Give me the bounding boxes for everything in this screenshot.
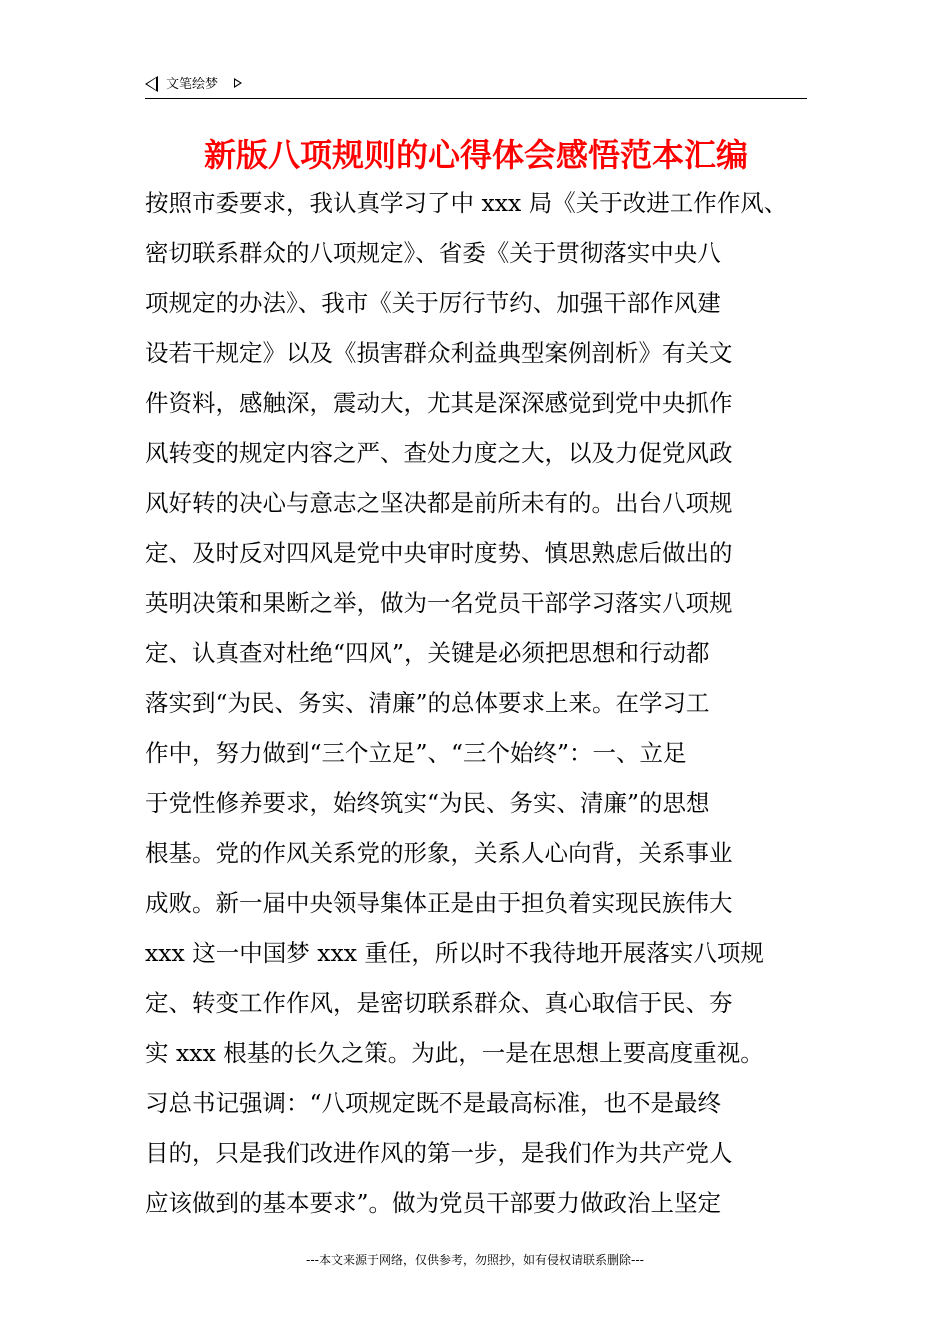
body-line: 实 xxx 根基的长久之策。为此，一是在思想上要高度重视。 (145, 1039, 764, 1067)
body-line: 件资料，感触深，震动大，尤其是深深感觉到党中央抓作 (145, 389, 733, 417)
header-divider (145, 98, 807, 99)
body-line: 定、认真查对杜绝“四风”，关键是必须把思想和行动都 (145, 639, 710, 667)
body-line: 风转变的规定内容之严、查处力度之大，以及力促党风政 (145, 439, 733, 467)
body-line: 定、及时反对四风是党中央审时度势、慎思熟虑后做出的 (145, 539, 733, 567)
right-triangle-icon (234, 78, 242, 88)
body-line: 密切联系群众的八项规定》、省委《关于贯彻落实中央八 (145, 239, 721, 267)
body-line: 目的，只是我们改进作风的第一步，是我们作为共产党人 (145, 1139, 733, 1167)
body-line: xxx 这一中国梦 xxx 重任，所以时不我待地开展落实八项规 (145, 939, 764, 967)
document-body (145, 178, 815, 1228)
body-line: 于党性修养要求，始终筑实“为民、务实、清廉”的思想 (145, 789, 710, 817)
body-line: 习总书记强调：“八项规定既不是最高标准，也不是最终 (145, 1089, 722, 1117)
body-line: 根基。党的作风关系党的形象，关系人心向背，关系事业 (145, 839, 733, 867)
left-triangle-icon (145, 76, 158, 92)
footer-disclaimer: ---本文来源于网络，仅供参考，勿照抄，如有侵权请联系删除--- (306, 1253, 644, 1267)
body-line: 定、转变工作作风，是密切联系群众、真心取信于民、夯 (145, 989, 733, 1017)
body-line: 设若干规定》以及《损害群众利益典型案例剖析》有关文 (145, 339, 733, 367)
body-line: 落实到“为民、务实、清廉”的总体要求上来。在学习工 (145, 689, 710, 717)
body-line: 按照市委要求，我认真学习了中 xxx 局《关于改进工作作风、 (145, 189, 788, 217)
body-line: 英明决策和果断之举，做为一名党员干部学习落实八项规 (145, 589, 733, 617)
page-header (145, 72, 807, 98)
body-line: 作中，努力做到“三个立足”、“三个始终”：一、立足 (145, 739, 687, 767)
body-line: 成败。新一届中央领导集体正是由于担负着实现民族伟大 (145, 889, 733, 917)
body-line: 项规定的办法》、我市《关于厉行节约、加强干部作风建 (145, 289, 721, 317)
header-title: 文笔绘梦 (166, 77, 219, 92)
body-line: 应该做到的基本要求”。做为党员干部要力做政治上坚定 (145, 1189, 722, 1217)
document-title: 新版八项规则的心得体会感悟范本汇编 (203, 136, 748, 174)
body-line: 风好转的决心与意志之坚决都是前所未有的。出台八项规 (145, 489, 733, 517)
